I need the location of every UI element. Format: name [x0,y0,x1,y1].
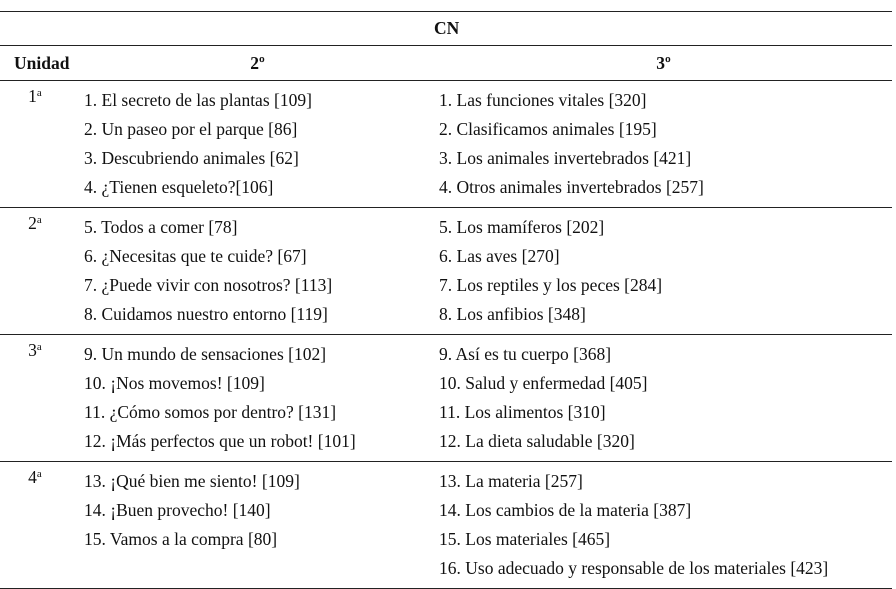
unit-topic-item: 13. La materia [257] [439,471,583,491]
unit-topic-item: 8. Los anfibios [348] [439,304,586,324]
subject-header-row [0,12,892,46]
grade2-units-cell [80,335,435,462]
grade3-units-list [435,462,892,588]
grade3-units-cell [435,208,892,335]
unit-group-row [0,335,892,462]
grade2-units-cell [80,208,435,335]
unit-topic-item: 2. Clasificamos animales [195] [439,119,657,139]
grade2-units-list [80,335,435,461]
unit-topic-item: 6. ¿Necesitas que te cuide? [67] [84,246,307,266]
unit-topic-item: 9. Así es tu cuerpo [368] [439,344,612,364]
unit-group-row [0,462,892,589]
grade3-units-cell [435,462,892,589]
unit-topic-item: 3. Descubriendo animales [62] [84,148,299,168]
unit-topic-item: 10. ¡Nos movemos! [109] [84,373,265,393]
column-header-grade3: 3º [656,52,671,73]
grade3-units-list [435,81,892,207]
grade3-units-cell [435,81,892,208]
subject-header: CN [434,18,460,38]
unit-group-row [0,208,892,335]
grade2-units-cell [80,81,435,208]
unit-topic-item: 16. Uso adecuado y responsable de los materiales [423] [439,558,829,578]
unit-number [0,81,80,208]
unit-topic-item: 4. ¿Tienen esqueleto?[106] [84,177,274,197]
unit-number-value: 3 [28,340,37,360]
units-table-container [0,11,892,589]
unit-topic-item: 15. Los materiales [465] [439,529,611,549]
unit-number [0,208,80,335]
unit-topic-item: 6. Las aves [270] [439,246,560,266]
units-table [0,11,892,589]
unit-topic-item: 11. ¿Cómo somos por dentro? [131] [84,402,337,422]
grade2-units-list [80,81,435,207]
unit-topic-item: 1. El secreto de las plantas [109] [84,90,312,110]
unit-topic-item: 8. Cuidamos nuestro entorno [119] [84,304,328,324]
unit-topic-item: 12. ¡Más perfectos que un robot! [101] [84,431,356,451]
unit-topic-item: 14. ¡Buen provecho! [140] [84,500,271,520]
unit-topic-item: 5. Todos a comer [78] [84,217,238,237]
column-header-row [0,46,892,81]
unit-topic-item: 3. Los animales invertebrados [421] [439,148,692,168]
table-body [0,81,892,589]
unit-ordinal-suffix: a [36,214,42,226]
grade2-units-cell [80,462,435,589]
unit-topic-item: 14. Los cambios de la materia [387] [439,500,692,520]
unit-group-row [0,81,892,208]
grade3-units-list [435,335,892,461]
unit-topic-item: 5. Los mamíferos [202] [439,217,605,237]
unit-topic-item: 13. ¡Qué bien me siento! [109] [84,471,300,491]
unit-topic-item: 4. Otros animales invertebrados [257] [439,177,704,197]
unit-topic-item: 9. Un mundo de sensaciones [102] [84,344,327,364]
grade2-units-list [80,208,435,334]
grade2-units-list [80,462,435,559]
unit-topic-item: 2. Un paseo por el parque [86] [84,119,298,139]
unit-ordinal-suffix: a [36,87,42,99]
unit-number-value: 1 [28,86,37,106]
unit-topic-item: 1. Las funciones vitales [320] [439,90,647,110]
unit-number [0,335,80,462]
column-header-grade2: 2º [250,52,265,73]
unit-ordinal-suffix: a [36,468,42,480]
unit-topic-item: 11. Los alimentos [310] [439,402,606,422]
unit-topic-item: 7. Los reptiles y los peces [284] [439,275,663,295]
unit-number-value: 2 [28,213,37,233]
unit-topic-item: 12. La dieta saludable [320] [439,431,635,451]
unit-topic-item: 15. Vamos a la compra [80] [84,529,278,549]
grade3-units-list [435,208,892,334]
column-header-unit: Unidad [14,52,70,73]
unit-ordinal-suffix: a [36,341,42,353]
unit-topic-item: 10. Salud y enfermedad [405] [439,373,648,393]
unit-topic-item: 7. ¿Puede vivir con nosotros? [113] [84,275,333,295]
unit-number [0,462,80,589]
unit-number-value: 4 [28,467,37,487]
grade3-units-cell [435,335,892,462]
